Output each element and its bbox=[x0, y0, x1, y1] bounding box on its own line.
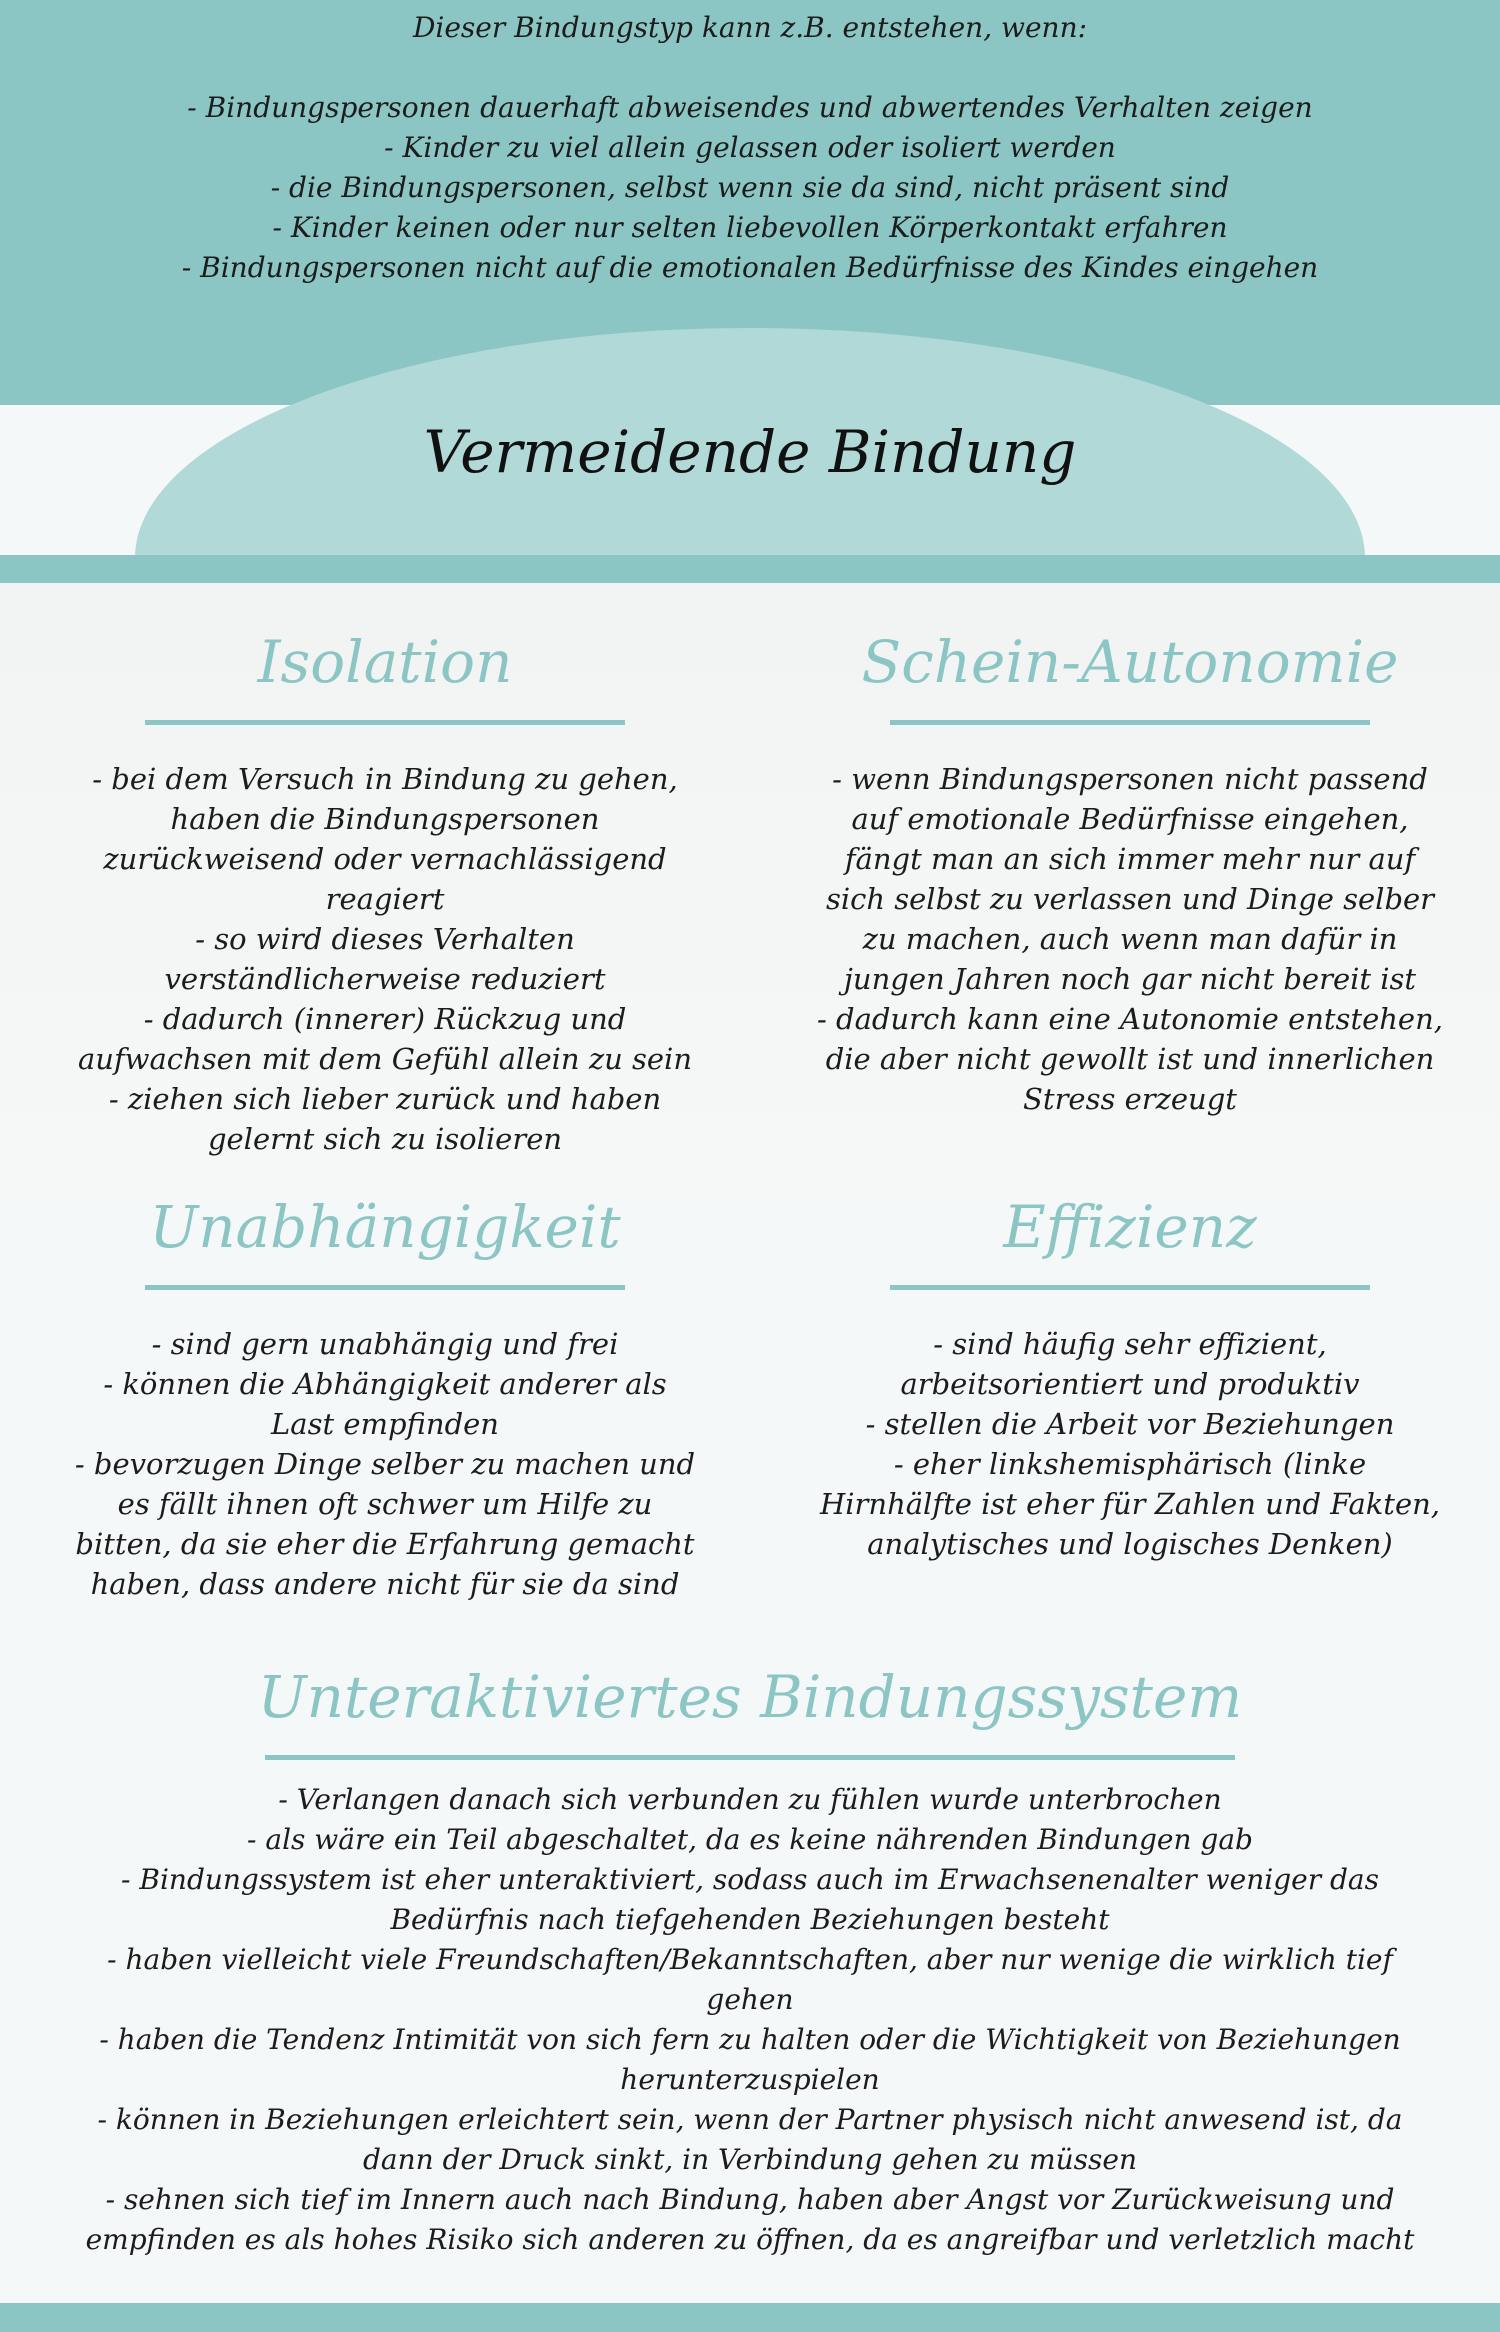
section-divider bbox=[265, 1755, 1235, 1760]
title-divider bbox=[0, 555, 1500, 583]
section-unabhaengigkeit bbox=[40, 1187, 730, 1604]
body-line: - bei dem Versuch in Bindung zu gehen, bbox=[92, 762, 678, 796]
body-line: fängt man an sich immer mehr nur auf bbox=[844, 842, 1416, 876]
section-body-unteraktiviert bbox=[60, 1780, 1440, 2260]
body-line: - dadurch (innerer) Rückzug und bbox=[143, 1002, 627, 1036]
body-line: Bedürfnis nach tiefgehenden Beziehungen besteht bbox=[390, 1903, 1110, 1936]
body-line: Last empfinden bbox=[271, 1407, 499, 1441]
body-line: - als wäre ein Teil abgeschaltet, da es keine nährenden Bindungen gab bbox=[247, 1823, 1253, 1856]
section-divider bbox=[145, 720, 625, 725]
section-body-unabhaengigkeit bbox=[40, 1324, 730, 1604]
body-line: - wenn Bindungspersonen nicht passend bbox=[832, 762, 1428, 796]
section-title-unteraktiviert: Unteraktiviertes Bindungssystem bbox=[257, 1663, 1243, 1731]
body-line: - können in Beziehungen erleichtert sein, wenn der Partner physisch nicht anwesend ist, da bbox=[97, 2103, 1403, 2136]
section-body-isolation bbox=[40, 759, 730, 1159]
body-line: - sehnen sich tief im Innern auch nach Bindung, haben aber Angst vor Zurückweisung und bbox=[105, 2183, 1395, 2216]
intro-item: - Kinder zu viel allein gelassen oder isoliert werden bbox=[384, 131, 1116, 164]
body-line: - so wird dieses Verhalten bbox=[195, 922, 575, 956]
section-divider bbox=[890, 720, 1370, 725]
body-line: zu machen, auch wenn man dafür in bbox=[862, 922, 1398, 956]
section-divider bbox=[890, 1285, 1370, 1290]
intro-item: - die Bindungspersonen, selbst wenn sie da sind, nicht präsent sind bbox=[270, 171, 1230, 204]
body-line: analytisches und logisches Denken) bbox=[867, 1527, 1393, 1561]
body-line: - haben die Tendenz Intimität von sich fern zu halten oder die Wichtigkeit von Beziehungen bbox=[99, 2023, 1401, 2056]
body-line: aufwachsen mit dem Gefühl allein zu sein bbox=[77, 1042, 692, 1076]
body-line: - sind gern unabhängig und frei bbox=[151, 1327, 619, 1361]
section-title-unabhaengigkeit: Unabhängigkeit bbox=[149, 1193, 621, 1261]
body-line: - Verlangen danach sich verbunden zu fühlen wurde unterbrochen bbox=[278, 1783, 1222, 1816]
body-line: - eher linkshemisphärisch (linke bbox=[893, 1447, 1367, 1481]
page-title: Vermeidende Bindung bbox=[423, 418, 1077, 486]
intro-heading: Dieser Bindungstyp kann z.B. entstehen, wenn: bbox=[412, 11, 1088, 44]
intro-block bbox=[0, 8, 1500, 288]
bottom-band bbox=[0, 2303, 1500, 2332]
body-line: - stellen die Arbeit vor Beziehungen bbox=[865, 1407, 1395, 1441]
body-line: jungen Jahren noch gar nicht bereit ist bbox=[843, 962, 1417, 996]
body-line: - Bindungssystem ist eher unteraktiviert, sodass auch im Erwachsenenalter weniger das bbox=[121, 1863, 1379, 1896]
intro-item: - Bindungspersonen nicht auf die emotionalen Bedürfnisse des Kindes eingehen bbox=[181, 251, 1319, 284]
body-line: die aber nicht gewollt ist und innerlichen bbox=[825, 1042, 1435, 1076]
body-line: gehen bbox=[706, 1983, 794, 2016]
section-body-effizienz bbox=[780, 1324, 1480, 1564]
body-line: - können die Abhängigkeit anderer als bbox=[103, 1367, 667, 1401]
body-line: gelernt sich zu isolieren bbox=[207, 1122, 563, 1156]
section-effizienz bbox=[780, 1187, 1480, 1564]
body-line: - dadurch kann eine Autonomie entstehen, bbox=[817, 1002, 1443, 1036]
body-line: empfinden es als hohes Risiko sich anderen zu öffnen, da es angreifbar und verletzlich macht bbox=[85, 2223, 1415, 2256]
body-line: - bevorzugen Dinge selber zu machen und bbox=[74, 1447, 696, 1481]
body-line: bitten, da sie eher die Erfahrung gemacht bbox=[75, 1527, 695, 1561]
section-title-isolation: Isolation bbox=[257, 628, 513, 696]
body-line: - ziehen sich lieber zurück und haben bbox=[108, 1082, 662, 1116]
section-unteraktiviert bbox=[60, 1657, 1440, 2260]
body-line: Hirnhälfte ist eher für Zahlen und Fakten, bbox=[819, 1487, 1441, 1521]
intro-item: - Kinder keinen oder nur selten liebevollen Körperkontakt erfahren bbox=[272, 211, 1228, 244]
body-line: sich selbst zu verlassen und Dinge selber bbox=[825, 882, 1435, 916]
body-line: dann der Druck sinkt, in Verbindung gehen zu müssen bbox=[362, 2143, 1138, 2176]
body-line: - haben vielleicht viele Freundschaften/Bekanntschaften, aber nur wenige die wirklich tief bbox=[107, 1943, 1393, 1976]
section-title-schein-autonomie: Schein-Autonomie bbox=[861, 628, 1399, 696]
body-line: haben, dass andere nicht für sie da sind bbox=[90, 1567, 680, 1601]
body-line: Stress erzeugt bbox=[1023, 1082, 1237, 1116]
body-line: - sind häufig sehr effizient, bbox=[933, 1327, 1327, 1361]
intro-item: - Bindungspersonen dauerhaft abweisendes und abwertendes Verhalten zeigen bbox=[187, 91, 1313, 124]
body-line: arbeitsorientiert und produktiv bbox=[900, 1367, 1360, 1401]
section-isolation bbox=[40, 622, 730, 1159]
section-schein-autonomie bbox=[780, 622, 1480, 1119]
body-line: es fällt ihnen oft schwer um Hilfe zu bbox=[117, 1487, 653, 1521]
body-line: reagiert bbox=[325, 882, 445, 916]
body-line: verständlicherweise reduziert bbox=[164, 962, 606, 996]
section-body-schein-autonomie bbox=[780, 759, 1480, 1119]
body-line: zurückweisend oder vernachlässigend bbox=[103, 842, 667, 876]
body-line: herunterzuspielen bbox=[620, 2063, 880, 2096]
section-divider bbox=[145, 1285, 625, 1290]
body-line: auf emotionale Bedürfnisse eingehen, bbox=[851, 802, 1409, 836]
body-line: haben die Bindungspersonen bbox=[170, 802, 600, 836]
section-title-effizienz: Effizienz bbox=[1003, 1193, 1257, 1261]
